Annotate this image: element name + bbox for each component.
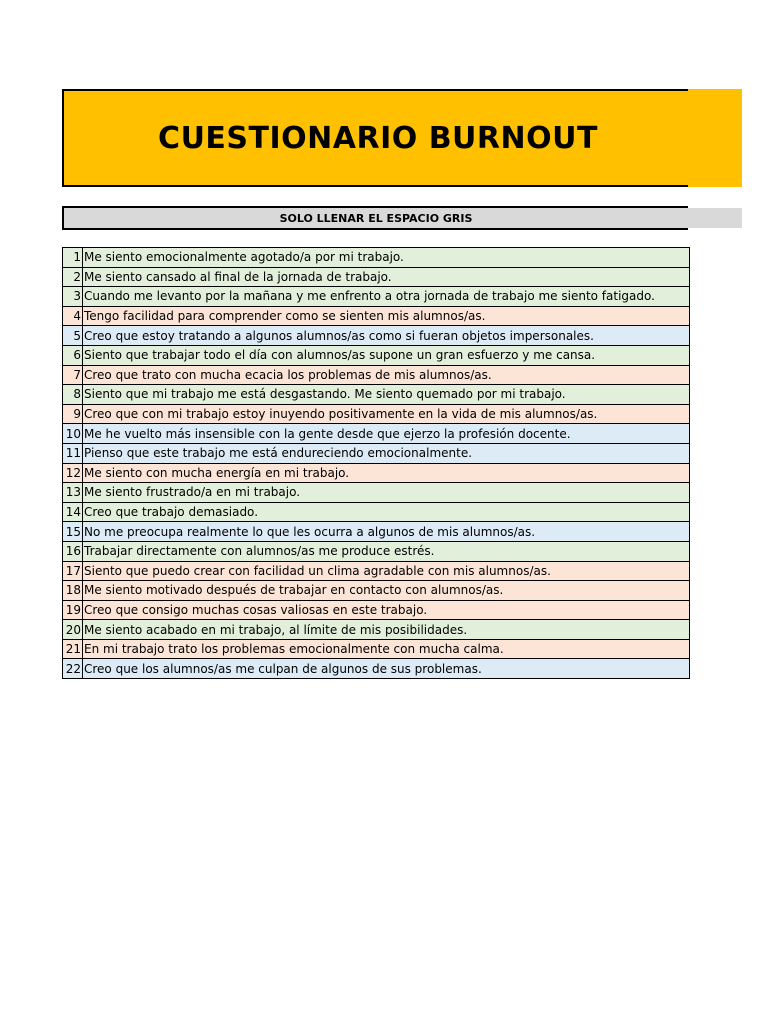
question-number: 8 <box>63 385 83 405</box>
question-text: Creo que consigo muchas cosas valiosas en este trabajo. <box>83 600 690 620</box>
question-text: Tengo facilidad para comprender como se sienten mis alumnos/as. <box>83 306 690 326</box>
title-banner <box>62 89 688 187</box>
question-text: Me siento motivado después de trabajar en contacto con alumnos/as. <box>83 581 690 601</box>
table-row <box>63 326 690 346</box>
question-text: Creo que con mi trabajo estoy inuyendo positivamente en la vida de mis alumnos/as. <box>83 404 690 424</box>
table-row <box>63 385 690 405</box>
question-text: Siento que mi trabajo me está desgastando. Me siento quemado por mi trabajo. <box>83 385 690 405</box>
question-text: En mi trabajo trato los problemas emocionalmente con mucha calma. <box>83 639 690 659</box>
question-text: Me siento con mucha energía en mi trabajo. <box>83 463 690 483</box>
question-text: Me siento frustrado/a en mi trabajo. <box>83 483 690 503</box>
question-number: 4 <box>63 306 83 326</box>
question-number: 17 <box>63 561 83 581</box>
question-text: Cuando me levanto por la mañana y me enfrento a otra jornada de trabajo me siento fatigado. <box>83 287 690 307</box>
question-number: 19 <box>63 600 83 620</box>
table-row <box>63 522 690 542</box>
question-number: 7 <box>63 365 83 385</box>
table-row <box>63 365 690 385</box>
question-text: No me preocupa realmente lo que les ocurra a algunos de mis alumnos/as. <box>83 522 690 542</box>
table-row <box>63 248 690 268</box>
table-row <box>63 306 690 326</box>
question-text: Me siento emocionalmente agotado/a por mi trabajo. <box>83 248 690 268</box>
question-number: 14 <box>63 502 83 522</box>
question-number: 13 <box>63 483 83 503</box>
table-row <box>63 424 690 444</box>
question-number: 3 <box>63 287 83 307</box>
question-number: 12 <box>63 463 83 483</box>
table-row <box>63 541 690 561</box>
instruction-banner-extension <box>688 208 742 228</box>
table-row <box>63 463 690 483</box>
table-row <box>63 287 690 307</box>
table-row <box>63 581 690 601</box>
question-text: Me siento cansado al final de la jornada de trabajo. <box>83 267 690 287</box>
question-text: Creo que estoy tratando a algunos alumnos/as como si fueran objetos impersonales. <box>83 326 690 346</box>
table-row <box>63 443 690 463</box>
question-text: Pienso que este trabajo me está endureciendo emocionalmente. <box>83 443 690 463</box>
table-row <box>63 345 690 365</box>
question-number: 16 <box>63 541 83 561</box>
question-text: Me he vuelto más insensible con la gente desde que ejerzo la profesión docente. <box>83 424 690 444</box>
question-number: 20 <box>63 620 83 640</box>
question-text: Me siento acabado en mi trabajo, al límite de mis posibilidades. <box>83 620 690 640</box>
question-number: 21 <box>63 639 83 659</box>
question-number: 1 <box>63 248 83 268</box>
title-banner-extension <box>688 89 742 187</box>
page-title: CUESTIONARIO BURNOUT <box>158 120 598 156</box>
table-row <box>63 600 690 620</box>
question-number: 11 <box>63 443 83 463</box>
table-row <box>63 620 690 640</box>
table-row <box>63 404 690 424</box>
table-row <box>63 502 690 522</box>
questions-table <box>62 247 690 679</box>
question-number: 15 <box>63 522 83 542</box>
table-row <box>63 267 690 287</box>
question-number: 2 <box>63 267 83 287</box>
question-text: Creo que trabajo demasiado. <box>83 502 690 522</box>
question-text: Creo que los alumnos/as me culpan de algunos de sus problemas. <box>83 659 690 679</box>
table-row <box>63 561 690 581</box>
question-text: Creo que trato con mucha ecacia los problemas de mis alumnos/as. <box>83 365 690 385</box>
instruction-text: SOLO LLENAR EL ESPACIO GRIS <box>279 211 473 225</box>
question-number: 18 <box>63 581 83 601</box>
question-number: 22 <box>63 659 83 679</box>
question-text: Siento que trabajar todo el día con alumnos/as supone un gran esfuerzo y me cansa. <box>83 345 690 365</box>
question-text: Siento que puedo crear con facilidad un clima agradable con mis alumnos/as. <box>83 561 690 581</box>
table-row <box>63 483 690 503</box>
question-number: 5 <box>63 326 83 346</box>
question-number: 6 <box>63 345 83 365</box>
question-number: 9 <box>63 404 83 424</box>
table-row <box>63 639 690 659</box>
instruction-banner <box>62 206 688 230</box>
question-text: Trabajar directamente con alumnos/as me produce estrés. <box>83 541 690 561</box>
question-number: 10 <box>63 424 83 444</box>
table-row <box>63 659 690 679</box>
